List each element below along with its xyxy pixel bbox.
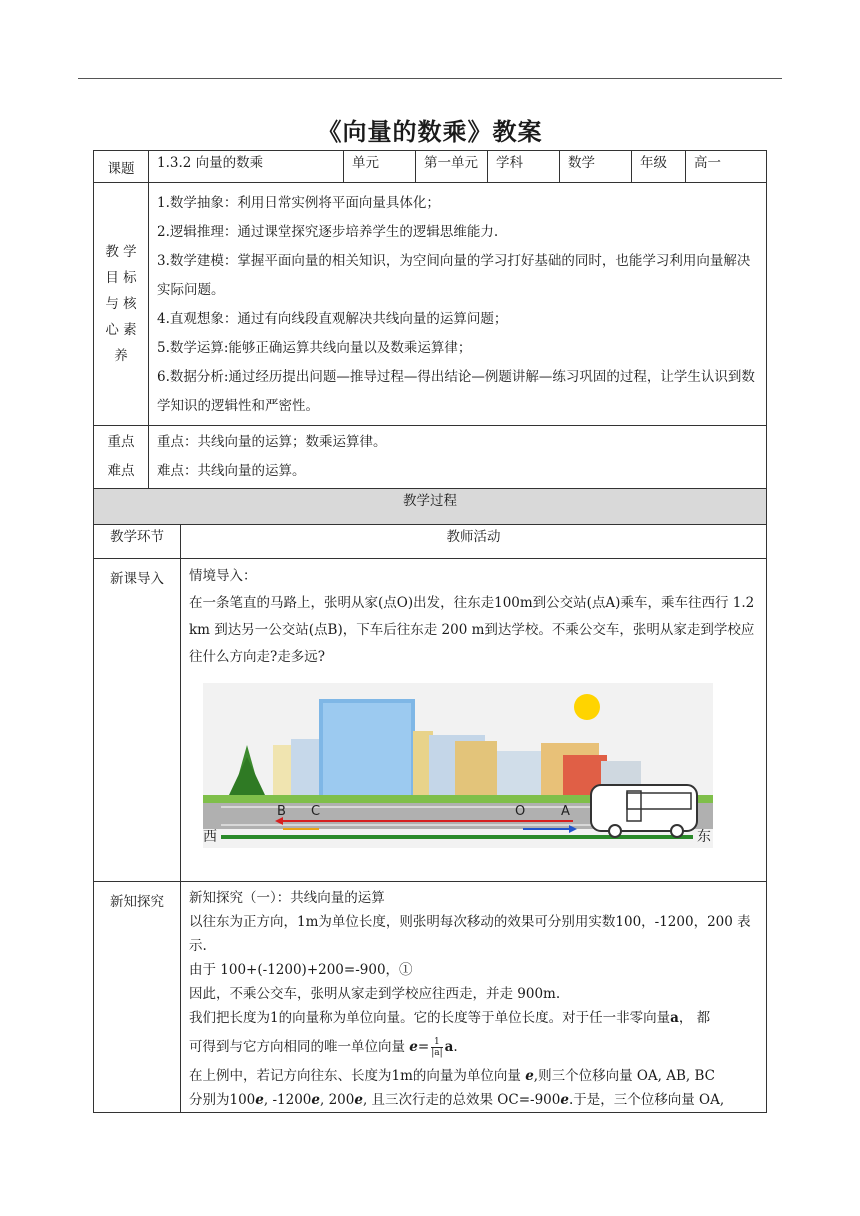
bus-icon [591,785,697,831]
stage-column-header: 教学环节 [94,525,181,559]
fraction: $\frac{1}{|a|}$ [431,1037,443,1058]
process-columns-row [94,525,767,559]
explore-paragraph: 在上例中，若记方向往东、长度为1m的向量为单位向量 e,则三个位移向量 OA, AB, BC [189,1068,716,1084]
goal-item: 1.数学抽象：利用日常实例将平面向量具体化； [157,195,440,211]
goal-item: 2.逻辑推理：通过课堂探究逐步培养学生的逻辑思维能力. [157,224,499,240]
explore-paragraph: 因此，不乘公交车，张明从家走到学校应往西走，并走 900m. [189,986,561,1002]
point-label: C [311,804,321,819]
course-label: 课题 [94,151,149,183]
goals-row [94,183,767,426]
grade-label: 年级 [632,151,686,183]
point-label: A [561,804,570,819]
point-label: B [277,804,286,819]
west-label: 西 [203,829,217,845]
goal-item: 3.数学建模：掌握平面向量的相关知识，为空间向量的学习打好基础的同时，也能学习利用向量解决实际问题。 [157,253,751,298]
explore-paragraph: 由于 100+(-1200)+200=-900，① [189,962,413,978]
subject-label: 学科 [488,151,560,183]
header-row [94,151,767,183]
sun-icon [574,694,600,720]
grade-value: 高一 [686,151,767,183]
intro-row [94,559,767,882]
explore-row [94,882,767,1113]
goal-item: 5.数学运算:能够正确运算共线向量以及数乘运算律； [157,340,472,356]
east-label: 东 [697,829,711,845]
course-value: 1.3.2 向量的数乘 [149,151,344,183]
unit-label: 单元 [344,151,416,183]
intro-heading: 情境导入： [189,568,257,584]
header-rule [78,78,782,79]
process-title: 教学过程 [94,489,767,525]
activity-column-header: 教师活动 [181,525,767,559]
process-header-row [94,489,767,525]
explore-paragraph: 我们把长度为1的向量称为单位向量。它的长度等于单位长度。对于任一非零向量a， 都 [189,1010,711,1026]
explore-paragraph: 可得到与它方向相同的唯一单位向量 e= $\frac{1}{|a|}$ a. [189,1037,458,1058]
road-illustration [203,683,713,848]
unit-value: 第一单元 [416,151,488,183]
document-title: 《向量的数乘》教案 [317,118,543,146]
goals-label: 教 学 目 标 与 核 心 素 养 [94,183,149,426]
key-points-content [149,426,767,489]
focus-text: 重点：共线向量的运算；数乘运算律。 [157,434,387,450]
goal-item: 6.数据分析:通过经历提出问题—推导过程—得出结论—例题讲解—练习巩固的过程，让学生认识到数学知识的逻辑性和严密性。 [157,369,755,414]
explore-paragraph: 以往东为正方向，1m为单位长度，则张明每次移动的效果可分别用实数100，-1200，200 表示. [189,914,751,954]
subject-value: 数学 [560,151,632,183]
explore-label: 新知探究 [94,882,181,1113]
intro-label: 新课导入 [94,559,181,882]
lesson-plan-table [93,150,767,1113]
difficulty-text: 难点：共线向量的运算。 [157,463,306,479]
key-points-row [94,426,767,489]
intro-text: 在一条笔直的马路上，张明从家(点O)出发，往东走100m到公交站(点A)乘车，乘车往西行 1.2 km 到达另一公交站(点B)，下车后往东走 200 m到达学校。不乘公交车，张明从家走到学校应往什么方向走?走多远? [189,595,755,665]
intro-content [181,559,767,882]
key-points-label: 重点 难点 [94,426,149,489]
goals-content [149,183,767,426]
explore-paragraph: 分别为100e, -1200e, 200e, 且三次行走的总效果 OC=-900e.于是，三个位移向量 OA, [189,1092,725,1108]
goal-item: 4.直观想象：通过有向线段直观解决共线向量的运算问题； [157,311,508,327]
explore-content [181,882,767,1113]
explore-heading: 新知探究（一）：共线向量的运算 [189,890,385,906]
point-label: O [515,804,526,819]
